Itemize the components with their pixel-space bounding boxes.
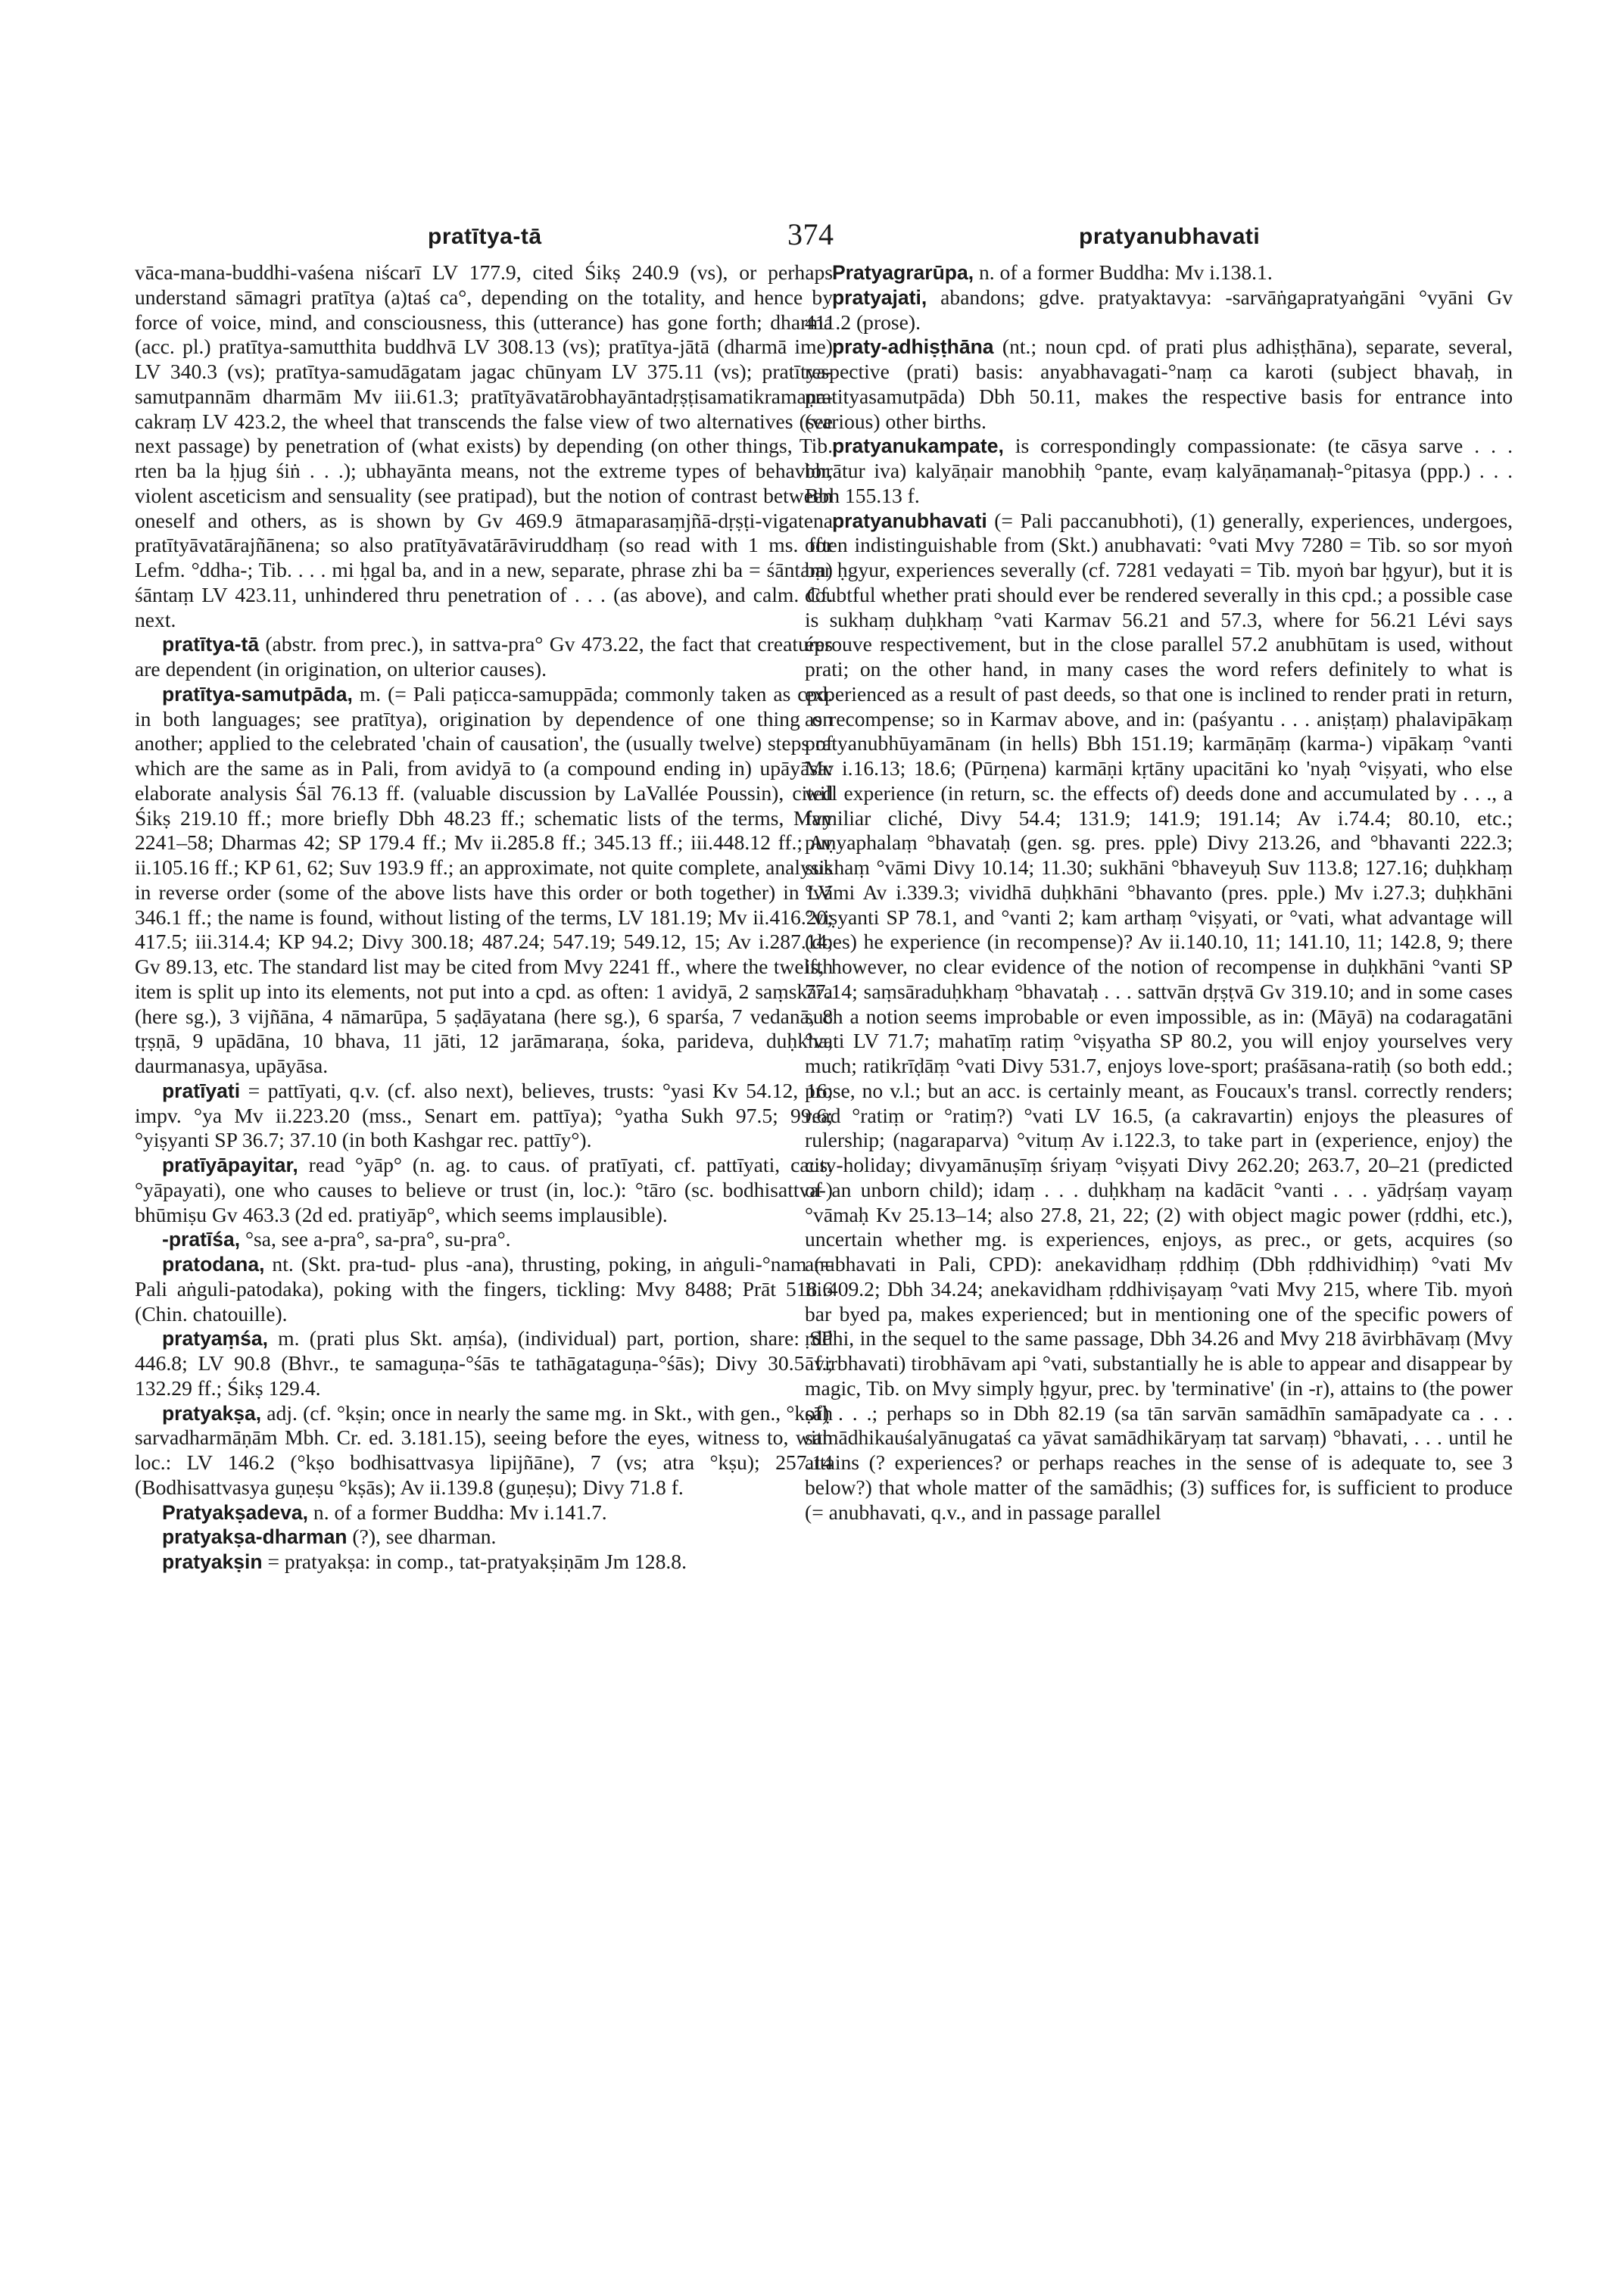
- entry-text: n. of a former Buddha: Mv i.141.7.: [308, 1500, 607, 1524]
- entry-headword: Pratyagrarūpa,: [832, 261, 974, 284]
- entry-text: n. of a former Buddha: Mv i.138.1.: [974, 260, 1273, 284]
- entry-text: is correspondingly compassionate: (te cāsya sarve . . . bhrātur iva) kalyāṇair manobhiḥ °pante, evaṃ kalyāṇamanaḥ-°pitasya (ppp.) . . . Bbh 155.13 f.: [805, 434, 1513, 507]
- dictionary-entry: [135, 1252, 833, 1326]
- entry-text: (= Pali paccanubhoti), (1) generally, experiences, undergoes, often indistinguishable from (Skt.) anubhavati: °vati Mvy 7280 = Tib. so sor myoṅ bar ḥgyur, experiences severally (cf. 7281 vedayati = Tib. myoṅ bar ḥgyur), but it is doubtful whether prati should ever be rendered severally in this cpd.; a possible case is sukhaṃ duḥkhaṃ °vati Karmav 56.21 and 57.3, where for 56.21 Lévi says éprouve respectivement, but in the close parallel 57.2 anubhūtam is used, without prati; on the other hand, in many cases the word refers definitely to what is experienced as a result of past deeds, so that one is inclined to render prati in return, as recompense; so in Karmav above, and in: (paśyantu . . . aniṣṭaṃ) phalavipākaṃ pratyanubhūyamānam (in hells) Bbh 151.19; karmāṇāṃ (karma-) vipākaṃ °vanti Mv i.16.13; 18.6; (Pūrṇena) karmāṇi kṛtāny upacitāni ko 'nyaḥ °viṣyati, who else will experience (in return, sc. the effects of) deeds done and accumulated by . . ., a familiar cliché, Divy 54.4; 131.9; 141.9; 191.14; Av i.74.4; 80.10, etc.; puṇyaphalaṃ °bhavataḥ (gen. sg. pres. pple) Divy 213.26, and °bhavanti 222.3; sukhaṃ °vāmi Divy 10.14; 11.30; sukhāni °bhaveyuḥ Suv 113.8; 127.16; duḥkhaṃ °vāmi Av i.339.3; vividhā duḥkhāni °bhavanto (pres. pple.) Mv i.27.3; duḥkhāni °viṣyanti SP 78.1, and °vanti 2; kam arthaṃ °viṣyati, or °vati, what advantage will (does) he experience (in recompense)? Av ii.140.10, 11; 141.10, 11; 142.8, 9; there is, however, no clear evidence of the notion of recompense in duḥkhāni °vanti SP 77.14; saṃsāraduḥkhaṃ °bhavataḥ . . . sattvān dṛṣṭvā Gv 319.10; and in some cases such a notion seems improbable or even impossible, as in: (Māyā) na codaragatāni °vati LV 71.7; mahatīṃ ratiṃ °viṣyatha SP 80.2, you will enjoy yourselves very much; ratikrīḍāṃ °vati Divy 531.7, enjoys love-sport; praśāsana-ratiḥ (so both edd.; prose, no v.l.; but an acc. is certainly meant, as Foucaux's transl. correctly renders; read °ratiṃ or °ratiṃ?) °vati LV 16.5, (a cakravartin) enjoys the pleasures of rulership; (nagaraparva) °vituṃ Av i.122.3, to take part in (experience, enjoy) the city-holiday; divyamānuṣīṃ śriyaṃ °viṣyati Divy 262.20; 263.7, 20–21 (predicted of an unborn child); idaṃ . . . duḥkhaṃ na kadācit °vanti . . . yādṛśaṃ vayaṃ °vāmaḥ Kv 25.13–14; also 27.8, 21, 22; (2) with object magic power (ṛddhi, etc.), uncertain whether mg. is experiences, enjoys, as prec., or gets, acquires (so anubhavati in Pali, CPD): anekavidhaṃ ṛddhiṃ (Dbh ṛddhividhiṃ) °vati Mv iii.409.2; Dbh 34.24; anekavidham ṛddhiviṣayaṃ °vati Mvy 215, where Tib. myoṅ bar byed pa, makes experienced; but in mentioning one of the specific powers of ṛddhi, in the sequel to the same passage, Dbh 34.26 and Mvy 218 āvirbhāvaṃ (Mvy āvirbhavati) tirobhāvam api °vati, substantially he is able to appear and disappear by magic, Tib. on Mvy simply ḥgyur, prec. by 'terminative' (in -r), attains to (the power of) . . .; perhaps so in Dbh 82.19 (sa tān sarvān samādhīn samāpadyate ca . . . samādhikauśalyānugataś ca yāvat samādhikāryaṃ tat sarvaṃ) °bhavati, . . . until he attains (? experiences? or perhaps reaches in the sense of is adequate to, see 3 below?) that whole matter of the samādhis; (3) suffices for, is sufficient to produce (= anubhavati, q.v., and in passage parallel: [805, 508, 1513, 1524]
- dictionary-entry: [135, 260, 833, 632]
- running-head-right: pratyanubhavati: [1079, 224, 1261, 249]
- entry-headword: pratyaṃśa,: [162, 1327, 268, 1351]
- dictionary-entry: [135, 632, 833, 682]
- left-column: [135, 260, 833, 1575]
- entry-headword: pratītya-samutpāda,: [162, 682, 353, 706]
- running-head-left: pratītya-tā: [428, 224, 542, 249]
- entry-text: m. (prati plus Skt. aṃśa), (individual) part, portion, share: SP 446.8; LV 90.8 (Bhvr., te samaguṇa-°śās te tathāgataguṇa-°śās); Divy 30.5 f.; 132.29 ff.; Śikṣ 129.4.: [135, 1326, 833, 1400]
- dictionary-entry: [805, 260, 1513, 285]
- entry-text: = pratyakṣa: in comp., tat-pratyakṣiṇām Jm 128.8.: [262, 1550, 687, 1573]
- dictionary-entry: [805, 509, 1513, 1525]
- dictionary-entry: [135, 1500, 833, 1525]
- page-number: 374: [787, 217, 834, 251]
- entry-headword: pratyanubhavati: [832, 509, 987, 532]
- entry-text: (?), see dharman.: [347, 1525, 497, 1549]
- entry-headword: pratyanukampate,: [832, 435, 1004, 458]
- entry-text: adj. (cf. °kṣin; once in nearly the same mg. in Skt., with gen., °kṣāḥ sarvadharmāṇām Mbh. Cr. ed. 3.181.15), seeing before the eyes, witness to, with loc.: LV 146.2 (°kṣo bodhisattvasya lipijñāne), 7 (vs; atra °kṣu); 257.14 (Bodhisattvasya guṇeṣu °kṣās); Av ii.139.8 (guṇeṣu); Divy 71.8 f.: [135, 1400, 833, 1499]
- right-column: [805, 260, 1513, 1525]
- entry-headword: praty-adhiṣṭhāna: [832, 335, 994, 359]
- dictionary-entry: [135, 1550, 833, 1575]
- dictionary-entry: [805, 335, 1513, 434]
- entry-headword: pratītya-tā: [162, 633, 260, 656]
- entry-text: = pattīyati, q.v. (cf. also next), believes, trusts: °yasi Kv 54.12, 16; impv. °ya Mv ii.223.20 (mss., Senart em. pattīya); °yatha Sukh 97.5; 99.6; °yiṣyanti SP 36.7; 37.10 (in both Kashgar rec. pattīy°).: [135, 1078, 833, 1152]
- dictionary-entry: [135, 682, 833, 1079]
- dictionary-entry: [135, 1326, 833, 1400]
- entry-text: m. (= Pali paṭicca-samuppāda; commonly taken as cpd. in both languages; see pratītya), origination by dependence of one thing on another; applied to the celebrated 'chain of causation', the (usually twelve) steps of which are the same as in Pali, from avidyā to (a compound ending in) upāyāsa: elaborate analysis Śāl 76.13 ff. (valuable discussion by LaVallée Poussin), cited Śikṣ 219.10 ff.; more briefly Dbh 48.23 ff.; schematic lists of the terms, Mvy 2241–58; Dharmas 42; SP 179.4 ff.; Mv ii.285.8 ff.; 345.13 ff.; iii.448.12 ff.; Av ii.105.16 ff.; KP 61, 62; Suv 193.9 ff.; an approximate, not quite complete, analysis in reverse order (some of the above lists have this order or both together) in LV 346.1 ff.; the name is found, without listing of the terms, LV 181.19; Mv ii.416.20; 417.5; iii.314.4; KP 94.2; Divy 300.18; 487.24; 547.19; 549.12, 15; Av i.287.14; Gv 89.13, etc. The standard list may be cited from Mvy 2241 ff., where the twelfth item is split up into its elements, not put into a cpd. as often: 1 avidyā, 2 saṃskāra (here sg.), 3 vijñāna, 4 nāmarūpa, 5 ṣaḍāyatana (here sg.), 6 sparśa, 7 vedanā, 8 tṛṣṇā, 9 upādāna, 10 bhava, 11 jāti, 12 jarāmaraṇa, śoka, parideva, duḥkha, daurmanasya, upāyāsa.: [135, 681, 833, 1077]
- dictionary-entry: [805, 285, 1513, 335]
- dictionary-entry: [135, 1401, 833, 1500]
- entry-headword: pratyakṣa,: [162, 1401, 262, 1425]
- entry-text: nt. (Skt. pra-tud- plus -ana), thrusting, poking, in aṅguli-°nam (= Pali aṅguli-patodaka), poking with the fingers, tickling: Mvy 8488; Prāt 518.6 (Chin. chatouille).: [135, 1252, 833, 1326]
- entry-headword: pratyakṣa-dharman: [162, 1525, 348, 1549]
- entry-text: abandons; gdve. pratyaktavya: -sarvāṅgapratyaṅgāni °vyāni Gv 411.2 (prose).: [805, 285, 1513, 334]
- entry-text: °sa, see a-pra°, sa-pra°, su-pra°.: [240, 1227, 511, 1251]
- entry-headword: pratodana,: [162, 1253, 265, 1276]
- entry-text: (nt.; noun cpd. of prati plus adhiṣṭhāna), separate, several, respective (prati) basis: anyabhavagati-°naṃ ca karoti (subject bhavaḥ, in pratityasamutpāda) Dbh 50.11, makes the respective basis for entrance into (various) other births.: [805, 335, 1513, 433]
- entry-headword: pratīyāpayitar,: [162, 1154, 298, 1176]
- dictionary-entry: [135, 1153, 833, 1227]
- entry-headword: pratyakṣin: [162, 1550, 263, 1573]
- entry-headword: Pratyakṣadeva,: [162, 1500, 309, 1524]
- dictionary-entry: [805, 434, 1513, 508]
- entry-text: read °yāp° (n. ag. to caus. of pratīyati, cf. pattīyati, caus. °yāpayati), one who causes to believe or trust (in, loc.): °tāro (sc. bodhisattva-) bhūmiṣu Gv 463.3 (2d ed. pratiyāp°, which seems implausible).: [135, 1153, 833, 1226]
- entry-headword: pratīyati: [162, 1079, 241, 1102]
- dictionary-entry: [135, 1525, 833, 1550]
- entry-text: (abstr. from prec.), in sattva-pra° Gv 473.22, the fact that creatures are dependent (in origination, on ulterior causes).: [135, 632, 833, 681]
- entry-headword: pratyajati,: [832, 285, 927, 309]
- dictionary-entry: [135, 1079, 833, 1153]
- entry-text: vāca-mana-buddhi-vaśena niścarī LV 177.9, cited Śikṣ 240.9 (vs), or perhaps understand sāmagri pratītya (a)taś ca°, depending on the totality, and hence by force of voice, mind, and consciousness, this (utterance) has gone forth; dharma (acc. pl.) pratītya-samutthita buddhvā LV 308.13 (vs); pratītya-jātā (dharmā ime) LV 340.3 (vs); pratītya-samudāgatam jagac chūnyam LV 375.11 (vs); pratītya-samutpannām dharmām Mv iii.61.3; pratītyāvatārobhayāntadṛṣṭisamatikramaṇa-cakraṃ LV 423.2, the wheel that transcends the false view of two alternatives (see next passage) by penetration of (what exists) by depending (on other things, Tib. rten ba la ḥjug śiṅ . . .); ubhayānta means, not the extreme types of behavior, violent asceticism and sensuality (see pratipad), but the notion of contrast between oneself and others, as is shown by Gv 469.9 ātmaparasaṃjñā-dṛṣṭi-vigatena pratītyāvatārajñānena; so also pratītyāvatārāviruddhaṃ (so read with 1 ms. for Lefm. °ddha-; Tib. . . . mi ḥgal ba, and in a new, separate, phrase zhi ba = śāntaṃ) śāntaṃ LV 423.11, unhindered thru penetration of . . . (as above), and calm. Cf. next.: [135, 260, 833, 631]
- entry-headword: -pratīśa,: [162, 1228, 241, 1251]
- dictionary-entry: [135, 1227, 833, 1252]
